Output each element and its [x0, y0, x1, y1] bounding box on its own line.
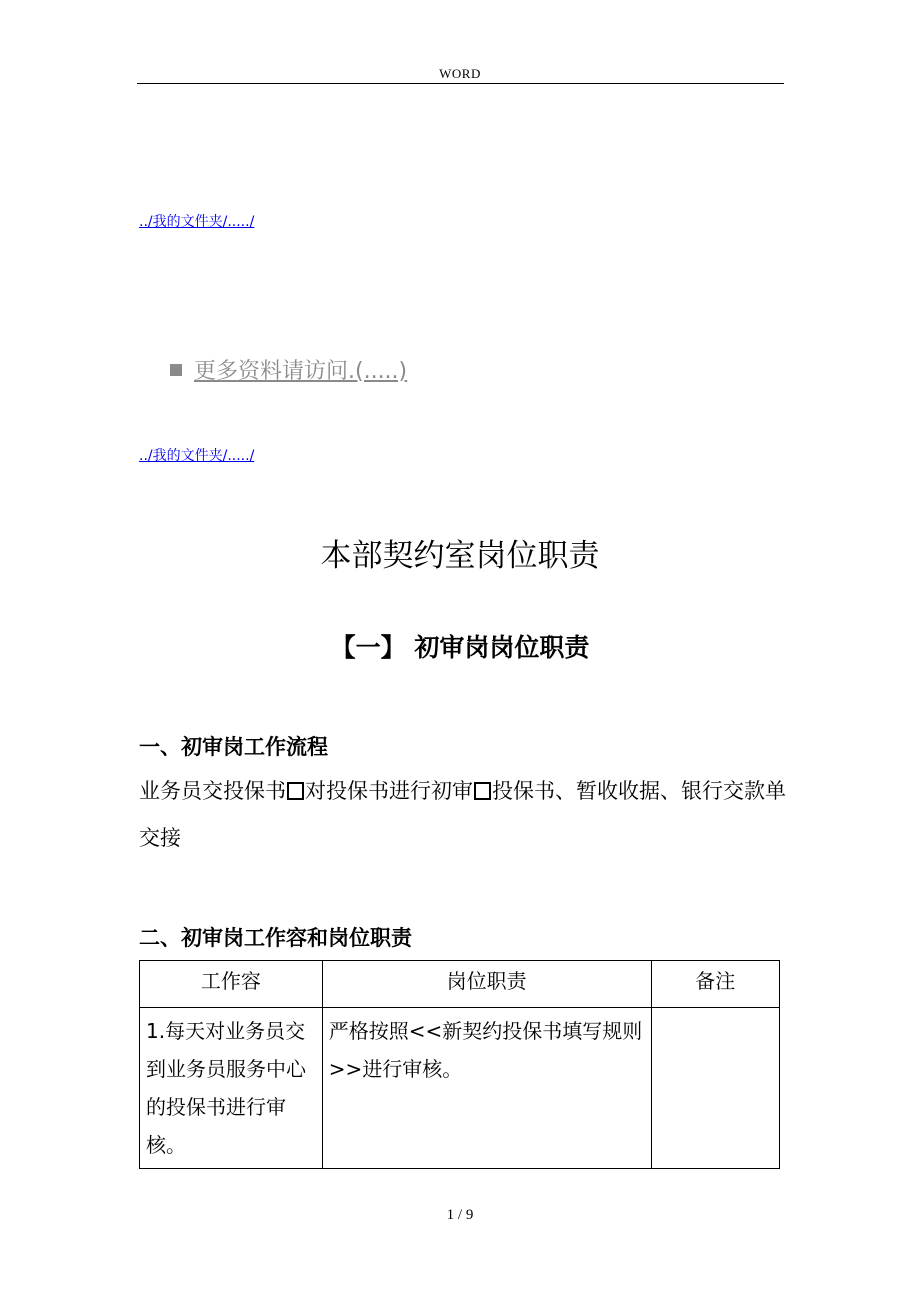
- folder-link-2[interactable]: ../我的文件夹/...../: [139, 448, 255, 464]
- page-header: WORD: [439, 66, 481, 81]
- duties-table: [139, 960, 780, 1169]
- workflow-step-1: 业务员交投保书: [139, 779, 286, 803]
- more-info-row: [170, 354, 407, 385]
- arrow-box-icon: [474, 782, 491, 800]
- header-note: 备注: [651, 961, 780, 1008]
- section1-heading: 一、初审岗工作流程: [139, 735, 328, 759]
- page-number: 1 / 9: [446, 1207, 474, 1223]
- table-header-row: [140, 961, 780, 1008]
- workflow-step-2: 对投保书进行初审: [305, 779, 473, 803]
- header-divider: [137, 83, 784, 84]
- document-title: 本部契约室岗位职责: [320, 538, 600, 574]
- cell-work-content: 1.每天对业务员交到业务员服务中心的投保书进行审核。: [140, 1008, 323, 1169]
- cell-duty: 严格按照<<新契约投保书填写规则>>进行审核。: [322, 1008, 651, 1169]
- cell-note: [651, 1008, 780, 1169]
- more-info-link[interactable]: 更多资料请访问.(.....): [194, 359, 408, 384]
- table-row: [140, 1008, 780, 1169]
- workflow-step-3: 投保书、暂收收据、银行交款单交接: [139, 779, 786, 850]
- folder-link-1[interactable]: ../我的文件夹/...../: [139, 214, 255, 230]
- workflow-paragraph: [139, 768, 789, 862]
- document-subtitle: 【一】 初审岗岗位职责: [330, 633, 590, 662]
- section2-heading: 二、初审岗工作容和岗位职责: [139, 926, 412, 950]
- header-work-content: 工作容: [140, 961, 323, 1008]
- header-duty: 岗位职责: [322, 961, 651, 1008]
- arrow-box-icon: [287, 782, 304, 800]
- bullet-square-icon: [170, 364, 182, 376]
